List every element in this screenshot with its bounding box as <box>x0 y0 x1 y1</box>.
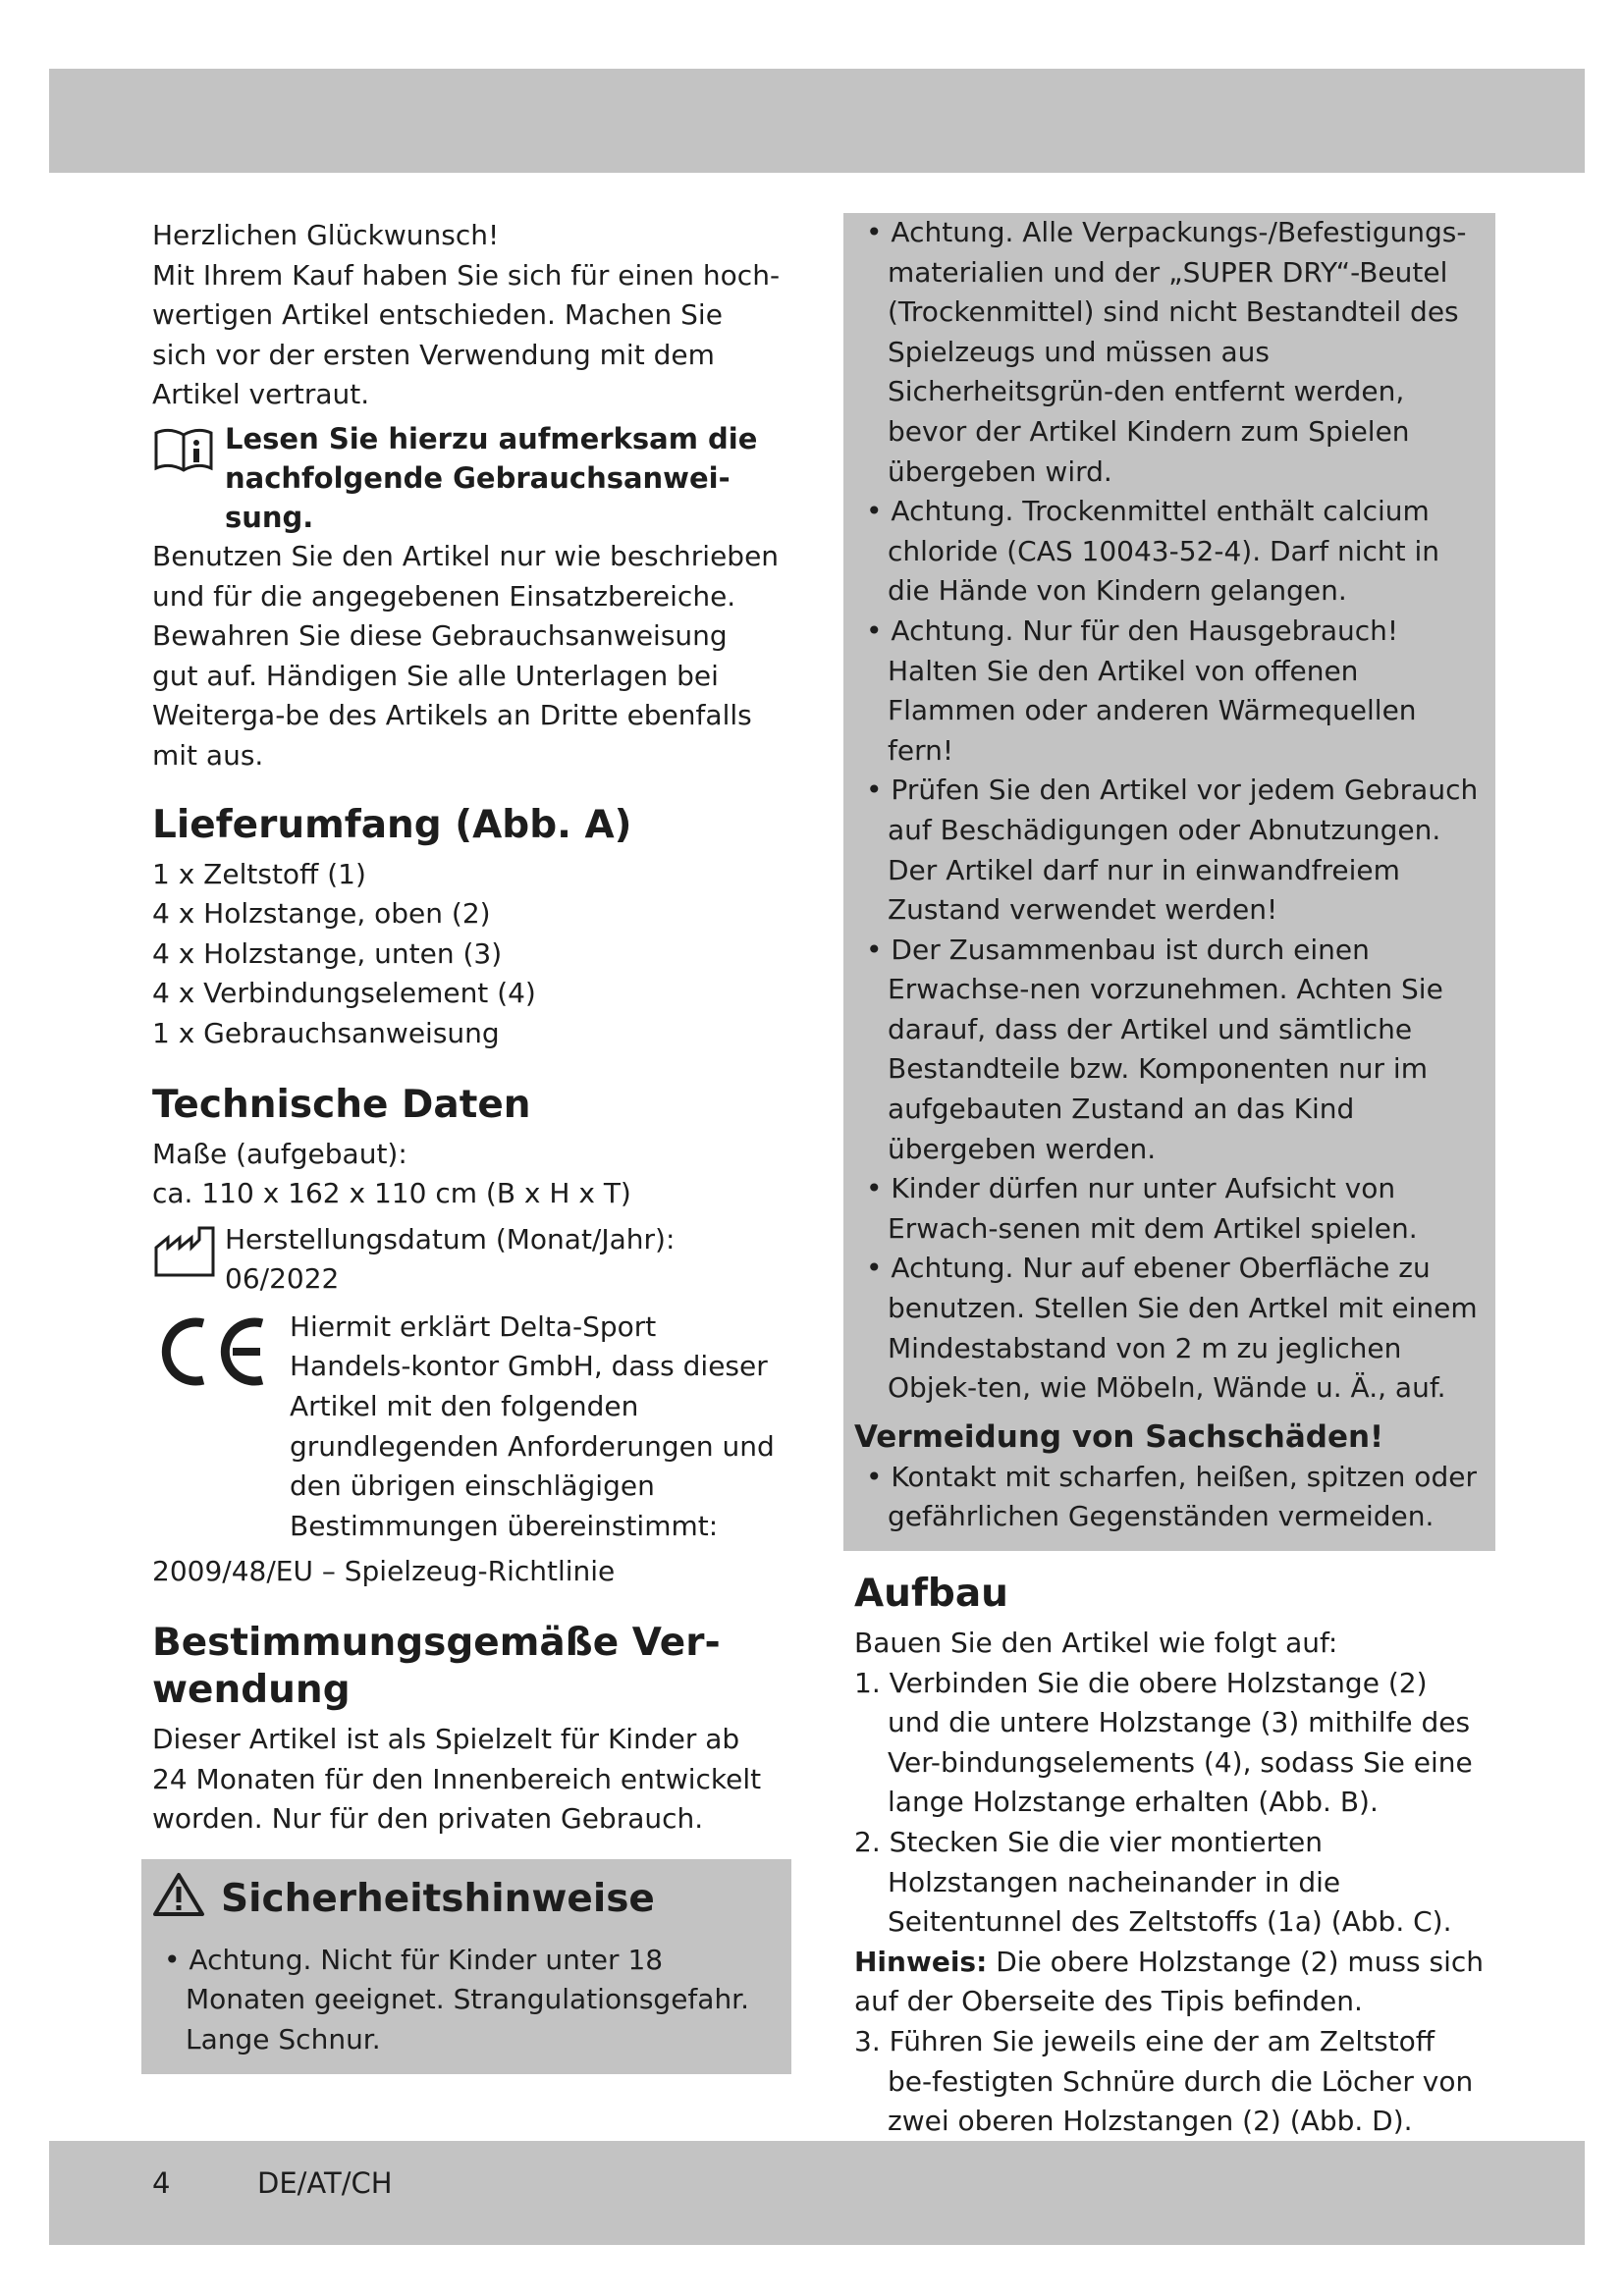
greeting: Herzlichen Glückwunsch! <box>152 219 500 251</box>
intro-text: Mit Ihrem Kauf haben Sie sich für einen hoch-wertigen Artikel entschieden. Machen Sie sich vor der ersten Verwendung mit dem Artikel vertraut. <box>152 258 781 411</box>
assembly-step: 3. Führen Sie jeweils eine der am Zeltstoff be-festigten Schnüre durch die Löcher von zwei oberen Holzstangen (2) (Abb. D). <box>854 2024 1474 2138</box>
header-band <box>49 69 1585 173</box>
safety-continued-box <box>843 213 1495 1551</box>
safety-title: Sicherheitshinweise <box>221 1877 655 1922</box>
scope-title: Lieferumfang (Abb. A) <box>152 802 632 847</box>
note-label: Hinweis: <box>854 1945 988 1978</box>
assembly-note <box>854 1943 1488 2022</box>
safety-item: • Achtung. Trockenmittel enthält calcium chloride (CAS 10043-52-4). Darf nicht in die Hände von Kindern gelangen. <box>866 495 1440 608</box>
dims-label: Maße (aufgebaut): <box>152 1137 407 1170</box>
directive: 2009/48/EU – Spielzeug-Richtlinie <box>152 1555 616 1588</box>
scope-item: 4 x Holzstange, oben (2) <box>152 897 491 931</box>
damage-title: Vermeidung von Sachschäden! <box>854 1418 1384 1455</box>
scope-item: 1 x Zeltstoff (1) <box>152 857 366 890</box>
manufacture-date <box>152 1220 781 1300</box>
purpose-title: Bestimmungsgemäße Ver-wendung <box>152 1621 721 1713</box>
factory-icon <box>152 1220 225 1291</box>
dims-value: ca. 110 x 162 x 110 cm (B x H x T) <box>152 1177 631 1210</box>
safety-item: • Der Zusammenbau ist durch einen Erwachse-nen vorzunehmen. Achten Sie darauf, dass der Artikel und sämtliche Bestandteile bzw. Komponenten nur im aufgebauten Zustand an das Kind übergeben werden. <box>866 933 1443 1165</box>
scope-item: 1 x Gebrauchsanweisung <box>152 1016 500 1049</box>
assembly-step: 1. Verbinden Sie die obere Holzstange (2) und die untere Holzstange (3) mithilfe des Ver-bindungselements (4), sodass Sie eine lange Holzstange erhalten (Abb. B). <box>854 1666 1473 1819</box>
right-column <box>854 216 1488 2221</box>
page-number: 4 <box>152 2166 171 2200</box>
safety-item: • Achtung. Nicht für Kinder unter 18 Monaten geeignet. Strangulationsgefahr. Lange Schnur. <box>164 1943 750 2056</box>
safety-item: • Prüfen Sie den Artikel vor jedem Gebrauch auf Beschädigungen oder Abnutzungen. Der Artikel darf nur in einwandfreiem Zustand verwendet werden! <box>866 774 1479 927</box>
usage-note: Benutzen Sie den Artikel nur wie beschrieben und für die angegebenen Einsatzbereiche. Bewahren Sie diese Gebrauchsanweisung gut auf. Händigen Sie alle Unterlagen bei Weiterga-be des Artikels an Dritte ebenfalls mit aus. <box>152 539 780 772</box>
assembly-intro: Bauen Sie den Artikel wie folgt auf: <box>854 1627 1338 1659</box>
safety-box <box>141 1859 791 2074</box>
region-label: DE/AT/CH <box>257 2166 393 2200</box>
mfg-value: 06/2022 <box>225 1262 340 1296</box>
manual-info-icon <box>152 419 225 488</box>
ce-declaration <box>152 1308 781 1547</box>
scope-item: 4 x Verbindungselement (4) <box>152 977 536 1010</box>
purpose-text: Dieser Artikel ist als Spielzelt für Kinder ab 24 Monaten für den Innenbereich entwickelt worden. Nur für den privaten Gebrauch. <box>152 1723 762 1836</box>
assembly-step: 2. Stecken Sie die vier montierten Holzstangen nacheinander in die Seitentunnel des Zeltstoffs (1a) (Abb. C). <box>854 1825 1452 1939</box>
safety-item: • Achtung. Nur für den Hausgebrauch! Halten Sie den Artikel von offenen Flammen oder anderen Wärmequellen fern! <box>866 614 1417 767</box>
mfg-label: Herstellungsdatum (Monat/Jahr): <box>225 1222 676 1255</box>
safety-heading <box>152 1871 781 1929</box>
read-notice-text: Lesen Sie hierzu aufmerksam die nachfolgende Gebrauchsanwei-sung. <box>225 421 758 534</box>
warning-triangle-icon <box>152 1871 221 1929</box>
read-instructions-notice <box>152 419 781 537</box>
ce-text: Hiermit erklärt Delta-Sport Handels-kontor GmbH, dass dieser Artikel mit den folgenden grundlegenden Anforderungen und den übrigen einschlägigen Bestimmungen übereinstimmt: <box>290 1309 775 1542</box>
safety-item: • Achtung. Nur auf ebener Oberfläche zu benutzen. Stellen Sie den Artkel mit einem Mindestabstand von 2 m zu jeglichen Objek-ten, wie Möbeln, Wände u. Ä., auf. <box>866 1252 1478 1405</box>
safety-item: • Achtung. Alle Verpackungs-/Befestigungs-materialien und der „SUPER DRY“-Beutel (Trockenmittel) sind nicht Bestandteil des Spielzeugs und müssen aus Sicherheitsgrün-den entfernt werden, bevor der Artikel Kindern zum Spielen übergeben wird. <box>866 216 1467 488</box>
damage-item: • Kontakt mit scharfen, heißen, spitzen oder gefährlichen Gegenständen vermeiden. <box>866 1460 1477 1533</box>
scope-item: 4 x Holzstange, unten (3) <box>152 936 503 970</box>
safety-item: • Kinder dürfen nur unter Aufsicht von Erwach-senen mit dem Artikel spielen. <box>866 1172 1418 1245</box>
note-text: Die obere Holzstange (2) muss sich auf der Oberseite des Tipis befinden. <box>854 1945 1485 2018</box>
left-column <box>152 216 781 2074</box>
assembly-title: Aufbau <box>854 1572 1008 1616</box>
tech-title: Technische Daten <box>152 1082 531 1127</box>
